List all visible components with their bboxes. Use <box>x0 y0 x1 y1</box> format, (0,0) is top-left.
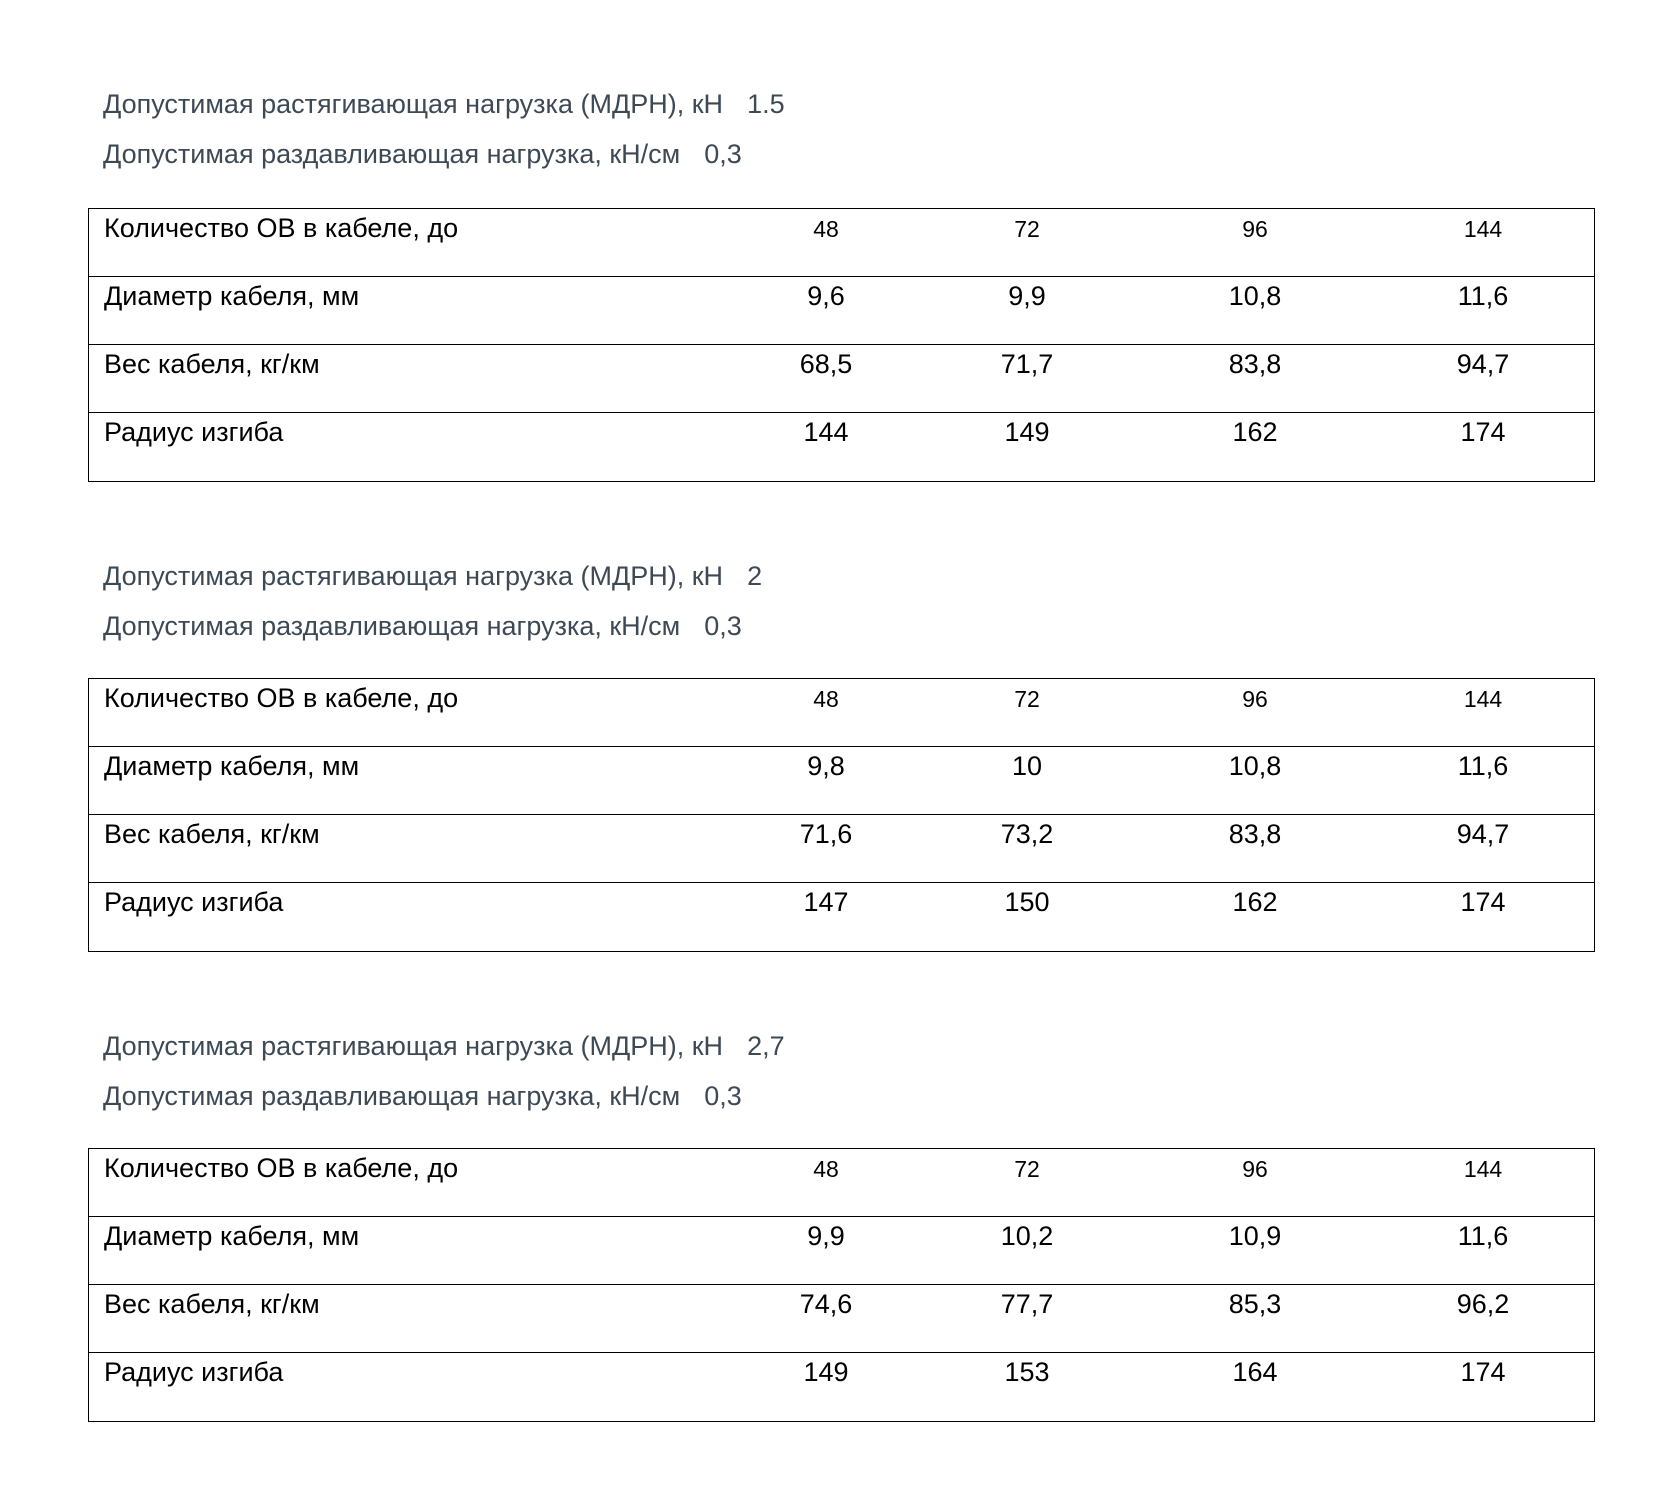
crush-load-line <box>103 613 742 640</box>
row-label: Вес кабеля, кг/км <box>104 1289 320 1319</box>
row-label: Вес кабеля, кг/км <box>104 819 320 849</box>
row-label: Количество ОВ в кабеле, до <box>104 1153 459 1183</box>
row-label: Диаметр кабеля, мм <box>104 751 360 781</box>
table-row-diameter <box>89 747 1594 815</box>
row-label: Диаметр кабеля, мм <box>104 1221 360 1251</box>
table-cell: 68,5 <box>799 349 853 379</box>
table-cell: 74,6 <box>799 1289 853 1319</box>
table-cell: 73,2 <box>1000 819 1054 849</box>
tensile-load-line <box>103 91 785 118</box>
row-label: Количество ОВ в кабеле, до <box>104 683 459 713</box>
table-cell: 96 <box>1242 1156 1268 1182</box>
table-cell: 71,7 <box>1000 349 1054 379</box>
table-cell: 149 <box>1004 417 1050 447</box>
table-cell: 10,2 <box>1000 1221 1054 1251</box>
table-cell: 147 <box>803 887 849 917</box>
tensile-load-value: 2 <box>747 561 763 591</box>
row-label: Количество ОВ в кабеле, до <box>104 213 459 243</box>
tensile-load-label: Допустимая растягивающая нагрузка (МДРН), кН <box>103 561 724 591</box>
table-cell: 10 <box>1011 751 1043 781</box>
table-cell: 94,7 <box>1456 349 1510 379</box>
table-cell: 48 <box>813 216 839 242</box>
tensile-load-label: Допустимая растягивающая нагрузка (МДРН), кН <box>103 1031 724 1061</box>
table-cell: 9,9 <box>1008 281 1046 311</box>
table-cell: 11,6 <box>1457 281 1509 311</box>
table-cell: 10,8 <box>1228 751 1282 781</box>
tensile-load-line <box>103 563 762 590</box>
table-cell: 11,6 <box>1457 1221 1509 1251</box>
table-cell: 9,9 <box>807 1221 845 1251</box>
row-label: Радиус изгиба <box>104 887 284 917</box>
table-row-weight <box>89 1285 1594 1353</box>
table-cell: 174 <box>1460 417 1506 447</box>
crush-load-line <box>103 1083 742 1110</box>
row-label: Радиус изгиба <box>104 417 284 447</box>
table-cell: 144 <box>803 417 849 447</box>
table-cell: 150 <box>1004 887 1050 917</box>
crush-load-value: 0,3 <box>704 139 742 169</box>
table-row-diameter <box>89 1217 1594 1285</box>
table-row-bend-radius <box>89 1353 1594 1421</box>
crush-load-label: Допустимая раздавливающая нагрузка, кН/см <box>103 611 681 641</box>
table-cell: 144 <box>1463 1156 1503 1182</box>
table-cell: 96 <box>1242 216 1268 242</box>
tensile-load-line <box>103 1033 785 1060</box>
table-cell: 72 <box>1014 1156 1040 1182</box>
crush-load-label: Допустимая раздавливающая нагрузка, кН/см <box>103 139 681 169</box>
table-cell: 83,8 <box>1228 349 1282 379</box>
crush-load-line <box>103 141 742 168</box>
table-cell: 174 <box>1460 887 1506 917</box>
row-label: Диаметр кабеля, мм <box>104 281 360 311</box>
table-cell: 72 <box>1014 686 1040 712</box>
tensile-load-label: Допустимая растягивающая нагрузка (МДРН), кН <box>103 89 724 119</box>
table-cell: 72 <box>1014 216 1040 242</box>
table-cell: 10,8 <box>1228 281 1282 311</box>
table-row-fiber-count <box>89 679 1594 747</box>
table-cell: 144 <box>1463 216 1503 242</box>
table-cell: 96 <box>1242 686 1268 712</box>
table-cell: 10,9 <box>1228 1221 1282 1251</box>
spec-table <box>88 678 1595 952</box>
table-cell: 96,2 <box>1456 1289 1510 1319</box>
crush-load-value: 0,3 <box>704 611 742 641</box>
row-label: Вес кабеля, кг/км <box>104 349 320 379</box>
crush-load-label: Допустимая раздавливающая нагрузка, кН/см <box>103 1081 681 1111</box>
table-cell: 71,6 <box>799 819 853 849</box>
table-cell: 162 <box>1232 417 1278 447</box>
table-cell: 149 <box>803 1357 849 1387</box>
table-cell: 83,8 <box>1228 819 1282 849</box>
table-row-fiber-count <box>89 1149 1594 1217</box>
table-cell: 9,6 <box>807 281 845 311</box>
row-label: Радиус изгиба <box>104 1357 284 1387</box>
table-cell: 162 <box>1232 887 1278 917</box>
table-cell: 77,7 <box>1000 1289 1054 1319</box>
table-row-fiber-count <box>89 209 1594 277</box>
spec-table <box>88 1148 1595 1422</box>
table-row-weight <box>89 815 1594 883</box>
table-cell: 9,8 <box>807 751 845 781</box>
table-cell: 144 <box>1463 686 1503 712</box>
table-cell: 164 <box>1232 1357 1278 1387</box>
spec-table <box>88 208 1595 482</box>
table-cell: 85,3 <box>1228 1289 1282 1319</box>
table-cell: 94,7 <box>1456 819 1510 849</box>
table-row-weight <box>89 345 1594 413</box>
tensile-load-value: 1.5 <box>747 89 785 119</box>
tensile-load-value: 2,7 <box>747 1031 785 1061</box>
table-cell: 11,6 <box>1457 751 1509 781</box>
table-row-bend-radius <box>89 413 1594 481</box>
table-cell: 153 <box>1004 1357 1050 1387</box>
table-cell: 48 <box>813 1156 839 1182</box>
table-cell: 48 <box>813 686 839 712</box>
crush-load-value: 0,3 <box>704 1081 742 1111</box>
table-row-bend-radius <box>89 883 1594 951</box>
table-cell: 174 <box>1460 1357 1506 1387</box>
table-row-diameter <box>89 277 1594 345</box>
